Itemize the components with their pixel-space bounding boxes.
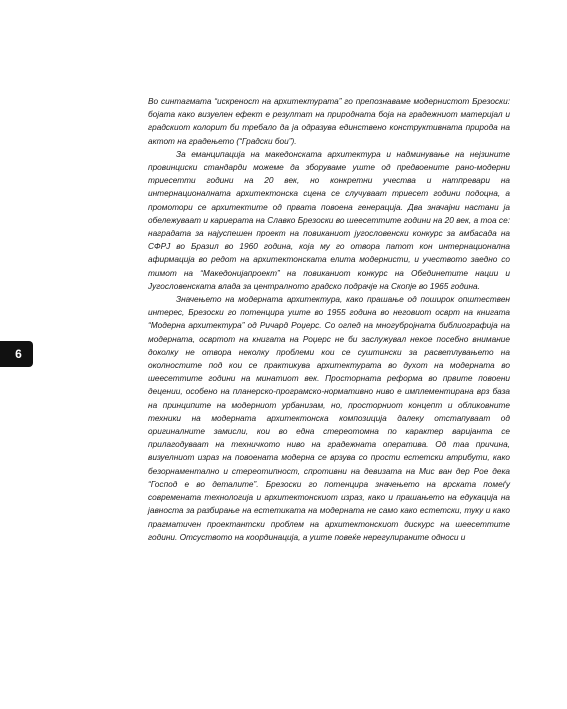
paragraph: Во синтагмата “искреност на архитектурата” го препознаваме модернистот Брезоски: бојата како визуелен ефект е резултат на природната боја на градежниот материјал и градскиот колорит би требало да ја одразува единствено конструктивната природа на актот на градењето (“Градски бои”). (148, 96, 510, 146)
paragraph: Значењето на модерната архитектура, како прашање од поширок општествен интерес, Брезоски го потенцира уште во 1955 година во неговиот осврт на книгата “Модерна архитектура” од Ричард Роџерс. Со оглед на многубројната библиографија на модерната, освртот на книгата на Роџерс не би заслужувал некое посебно внимание доколку не отвора неколку проблеми кои се суштински за расветлувањето на околностите под кои се практикува архитектурата во духот на модерната во шеесеттите години на минатиот век. Просторната реформа во првите повоени децении, особено на планерско-програмско-нормативно ниво е имплементирана врз база на принципите на модерниот урбанизам, но, просторниот концепт и обликовните техники на модерната архитектонска композиција далеку отстапуваат од оригиналните замисли, кои во една стереотомна по карактер варијанта се прилагодуваат на техничкото ниво на градежната оперaтива. Од таа причина, визуелниот израз на повоената модерна се врзува со прости естетски атрибути, како безорнаментално и стереотипност, спротивни на девизата на Мис ван дер Рое дека “Господ е во деталите”. Брезоски го потенцира значењето на врската помеѓу современата технологија и архитектонскиот израз, како и прашањето на едукација на јавноста за разбирање на естетиката на модерната не само како естетски, туку и како прагматичен проектантски проблем на архитектонскиот дискурс на шеесеттите години. Отсуството на координација, а уште повеќе нерегулираните односи и (148, 294, 510, 542)
body-text (148, 95, 510, 544)
page-number-tab (0, 341, 33, 367)
paragraph: За еманципација на македонската архитектура и надминување на нејзините провинциски стандарди можеме да зборуваме уште од предвоените рано-модерни триесетти години на 20 век, но конкретни учества и натпревари на интернационалната архитектонска сцена се случуваат триесет години подоцна, а промотори се архитектите од првата повоена генерација. Два значајни настани ја обележуваат и кариерата на Славко Брезоски во шеесеттите години на 20 век, а тоа се: наградата за најуспешен проект на повиканиот југословенски конкурс за амбасада на СФРЈ во Бразил во 1960 година, која му го отвора патот кон интернационална афирмација во редот на архитектонската елита модернисти, и учеството заедно со тимот на “Македонијапроект” на повиканиот конкурс на Обединетите нации и Југословенската влада за централното градско подрачје на Скопје во 1965 година. (148, 148, 510, 291)
page-number: 6 (15, 347, 22, 361)
